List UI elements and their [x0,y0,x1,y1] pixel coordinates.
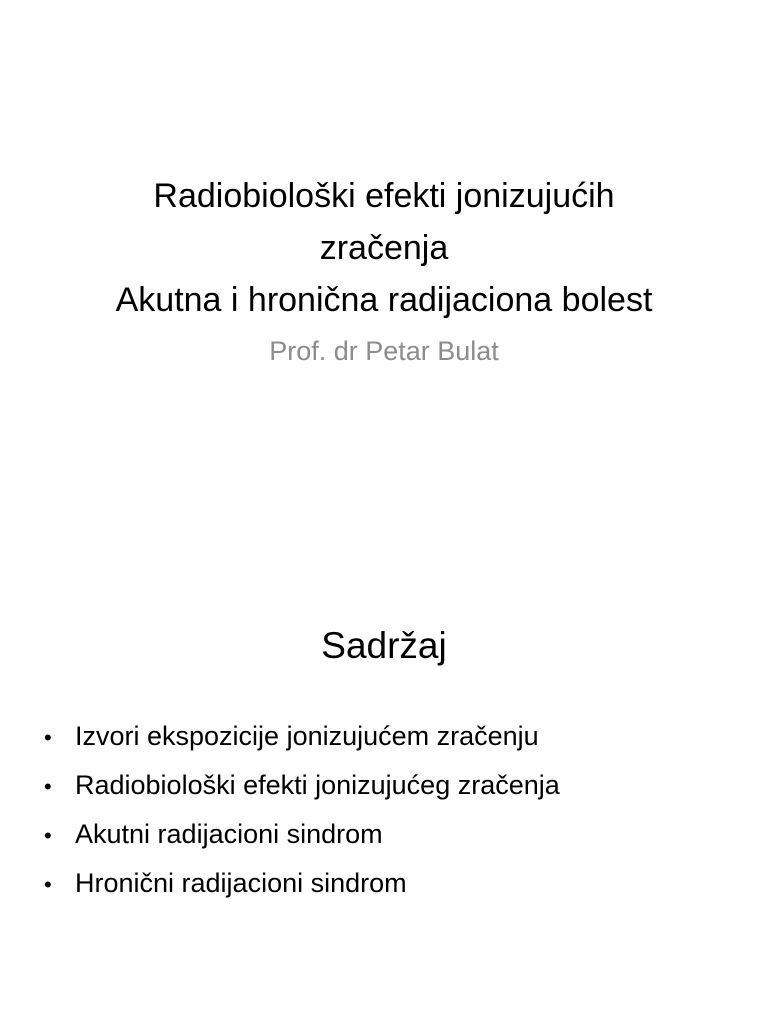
bullet-icon: • [44,774,52,799]
title-line: Akutna i hronična radijaciona bolest [115,281,653,319]
bullet-icon: • [44,872,52,897]
slide-subtitle-author: Prof. dr Petar Bulat [269,336,499,366]
title-line: zračenja [319,229,449,267]
list-item-text: Izvori ekspozicije jonizujućem zračenju [75,721,539,751]
contents-list [44,712,560,908]
contents-heading: Sadržaj [321,625,447,666]
list-item [44,712,560,761]
title-line: Radiobiološki efekti jonizujućih [153,177,615,215]
list-item [44,859,560,908]
bullet-icon: • [44,725,52,750]
list-item-text: Akutni radijacioni sindrom [75,819,383,849]
list-item [44,761,560,810]
contents-slide [0,512,768,1024]
list-item-text: Hronični radijacioni sindrom [75,868,407,898]
list-item [44,810,560,859]
bullet-icon: • [44,823,52,848]
list-item-text: Radiobiološki efekti jonizujućeg zračenja [75,770,560,800]
slide-title [0,170,768,326]
